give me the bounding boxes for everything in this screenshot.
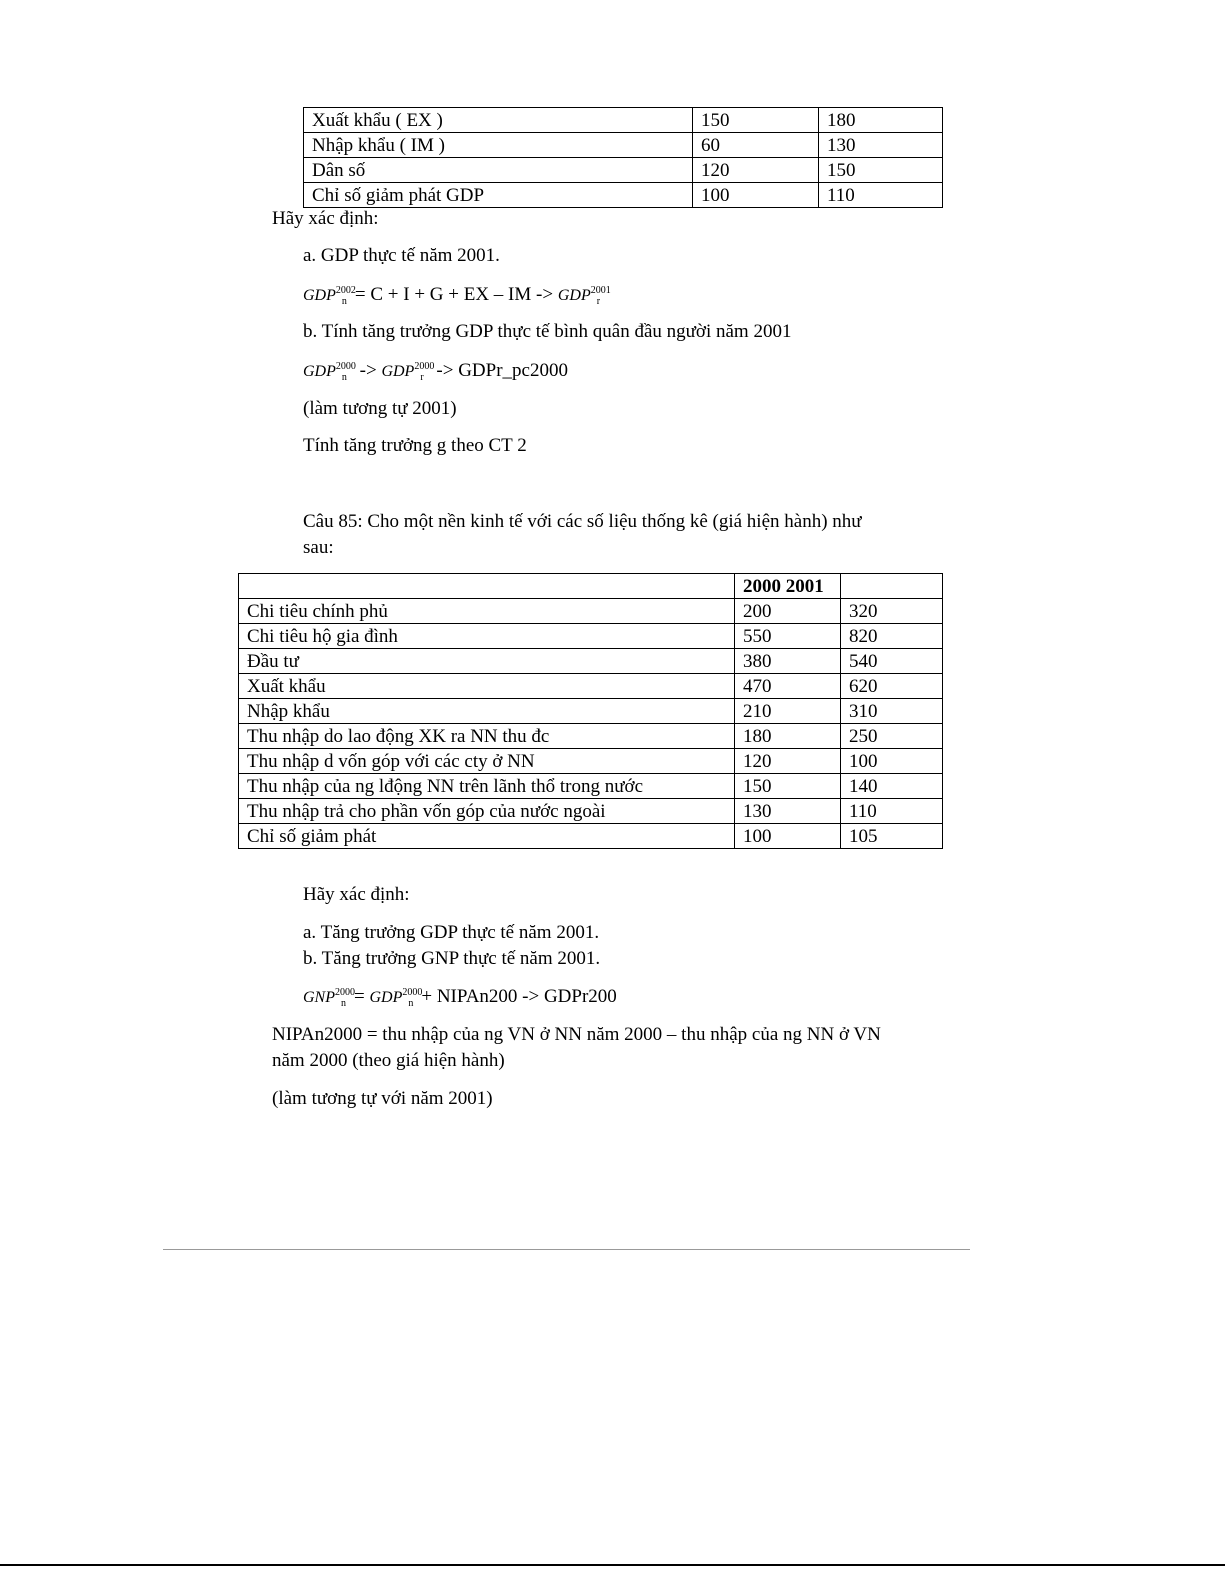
q84-item-a: a. GDP thực tế năm 2001. <box>303 245 500 266</box>
table-cell-value: 620 <box>841 674 943 699</box>
q84-formula-2 <box>303 359 568 386</box>
table-cell-value: 110 <box>819 183 943 208</box>
table-cell-value: 470 <box>735 674 841 699</box>
formula-term: GNP <box>303 989 335 1006</box>
formula-term: GDP <box>369 989 403 1006</box>
formula-sup: 2000 <box>414 361 435 372</box>
table-cell-value: 380 <box>735 649 841 674</box>
formula-sub: n <box>408 998 414 1009</box>
q85-prompt: Hãy xác định: <box>303 884 410 905</box>
q84-prompt: Hãy xác định: <box>272 208 379 229</box>
table-cell-value: 110 <box>841 799 943 824</box>
table-cell-value: 120 <box>693 158 819 183</box>
table-cell-value: 130 <box>735 799 841 824</box>
q85-definition-line-1: NIPAn2000 = thu nhập của ng VN ở NN năm 2000 – thu nhập của ng NN ở VN <box>272 1024 881 1045</box>
table-cell-value: 150 <box>693 108 819 133</box>
formula-sup: 2002 <box>335 285 356 296</box>
q85-definition-line-2: năm 2000 (theo giá hiện hành) <box>272 1050 505 1071</box>
table-cell-label: Xuất khẩu ( EX ) <box>304 108 693 133</box>
table-row <box>304 158 943 183</box>
table-cell-value: 150 <box>819 158 943 183</box>
formula-sup: 2000 <box>335 361 356 372</box>
table-cell-value: 100 <box>693 183 819 208</box>
q85-intro-line-1: Câu 85: Cho một nền kinh tế với các số liệu thống kê (giá hiện hành) như <box>303 511 862 532</box>
q85-item-b: b. Tăng trưởng GNP thực tế năm 2001. <box>303 948 601 969</box>
table-cell-value: 180 <box>819 108 943 133</box>
table-cell-value: 60 <box>693 133 819 158</box>
table-header-cell: 2000 2001 <box>735 574 841 599</box>
q85-item-a: a. Tăng trưởng GDP thực tế năm 2001. <box>303 922 600 943</box>
table-cell-label: Nhập khẩu <box>239 699 735 724</box>
table-header-cell <box>841 574 943 599</box>
table-production-data <box>303 107 943 208</box>
table-cell-label: Đầu tư <box>239 649 735 674</box>
table-cell-label: Dân số <box>304 158 693 183</box>
table-cell-value: 100 <box>841 749 943 774</box>
table-cell-value: 120 <box>735 749 841 774</box>
table-row <box>239 799 943 824</box>
table-cell-label: Chi tiêu chính phủ <box>239 599 735 624</box>
table-cell-value: 100 <box>735 824 841 849</box>
q85-formula-3 <box>303 985 617 1012</box>
table-cell-value: 320 <box>841 599 943 624</box>
formula-term: GDP <box>303 287 336 304</box>
formula-text: -> GDPr_pc2000 <box>431 360 568 381</box>
table-economy-data <box>238 573 943 849</box>
formula-text: = C + I + G + EX – IM -> <box>354 284 558 305</box>
table-row <box>304 183 943 208</box>
formula-term: GDP <box>381 363 415 380</box>
table-row <box>239 699 943 724</box>
table-cell-label: Nhập khẩu ( IM ) <box>304 133 693 158</box>
formula-term: GDP <box>303 363 336 380</box>
table-cell-label: Xuất khẩu <box>239 674 735 699</box>
page-divider <box>163 1249 970 1250</box>
table-cell-value: 250 <box>841 724 943 749</box>
table-cell-label: Thu nhập của ng lđộng NN trên lãnh thổ trong nước <box>239 774 735 799</box>
table-cell-label: Chỉ số giảm phát <box>239 824 735 849</box>
formula-sub: n <box>341 372 347 383</box>
table-header-cell <box>239 574 735 599</box>
formula-sup: 2000 <box>335 987 355 998</box>
table-row <box>304 108 943 133</box>
table-row <box>239 649 943 674</box>
formula-sup: 2000 <box>402 987 423 998</box>
formula-sub: n <box>341 998 346 1009</box>
table-row <box>239 624 943 649</box>
table-cell-value: 130 <box>819 133 943 158</box>
page-bottom-border <box>0 1564 1225 1566</box>
table-cell-label: Chi tiêu hộ gia đình <box>239 624 735 649</box>
q84-formula-1 <box>303 283 614 310</box>
table-cell-value: 200 <box>735 599 841 624</box>
formula-term: GDP <box>557 287 591 304</box>
table-cell-label: Thu nhập trả cho phần vốn góp của nước ngoài <box>239 799 735 824</box>
table1-body <box>304 108 943 208</box>
q85-intro-line-2: sau: <box>303 537 334 558</box>
formula-text: + NIPAn200 -> GDPr200 <box>421 986 617 1007</box>
table-cell-label: Thu nhập do lao động XK ra NN thu đc <box>239 724 735 749</box>
table-cell-value: 550 <box>735 624 841 649</box>
q85-note: (làm tương tự với năm 2001) <box>272 1088 493 1109</box>
table-row <box>304 133 943 158</box>
table-cell-value: 180 <box>735 724 841 749</box>
formula-sub: r <box>596 296 601 307</box>
formula-text: = <box>354 986 370 1007</box>
table-cell-value: 140 <box>841 774 943 799</box>
table-cell-label: Thu nhập d vốn góp với các cty ở NN <box>239 749 735 774</box>
table-row <box>239 674 943 699</box>
table-cell-value: 820 <box>841 624 943 649</box>
table-cell-value: 150 <box>735 774 841 799</box>
table-cell-label: Chỉ số giảm phát GDP <box>304 183 693 208</box>
formula-sub: r <box>420 372 424 383</box>
table-row <box>239 724 943 749</box>
q84-note-2: Tính tăng trưởng g theo CT 2 <box>303 435 527 456</box>
table-cell-value: 210 <box>735 699 841 724</box>
formula-text: -> <box>354 360 382 381</box>
table-row <box>239 599 943 624</box>
table-row <box>239 774 943 799</box>
formula-sub: n <box>341 296 347 307</box>
table-cell-value: 540 <box>841 649 943 674</box>
table-cell-value: 310 <box>841 699 943 724</box>
table-row <box>239 749 943 774</box>
q84-note-1: (làm tương tự 2001) <box>303 398 457 419</box>
table-cell-value: 105 <box>841 824 943 849</box>
formula-sup: 2001 <box>590 285 611 296</box>
table-row <box>239 824 943 849</box>
table2-body <box>239 574 943 849</box>
table-header-row <box>239 574 943 599</box>
q84-item-b: b. Tính tăng trưởng GDP thực tế bình quân đầu người năm 2001 <box>303 321 792 342</box>
